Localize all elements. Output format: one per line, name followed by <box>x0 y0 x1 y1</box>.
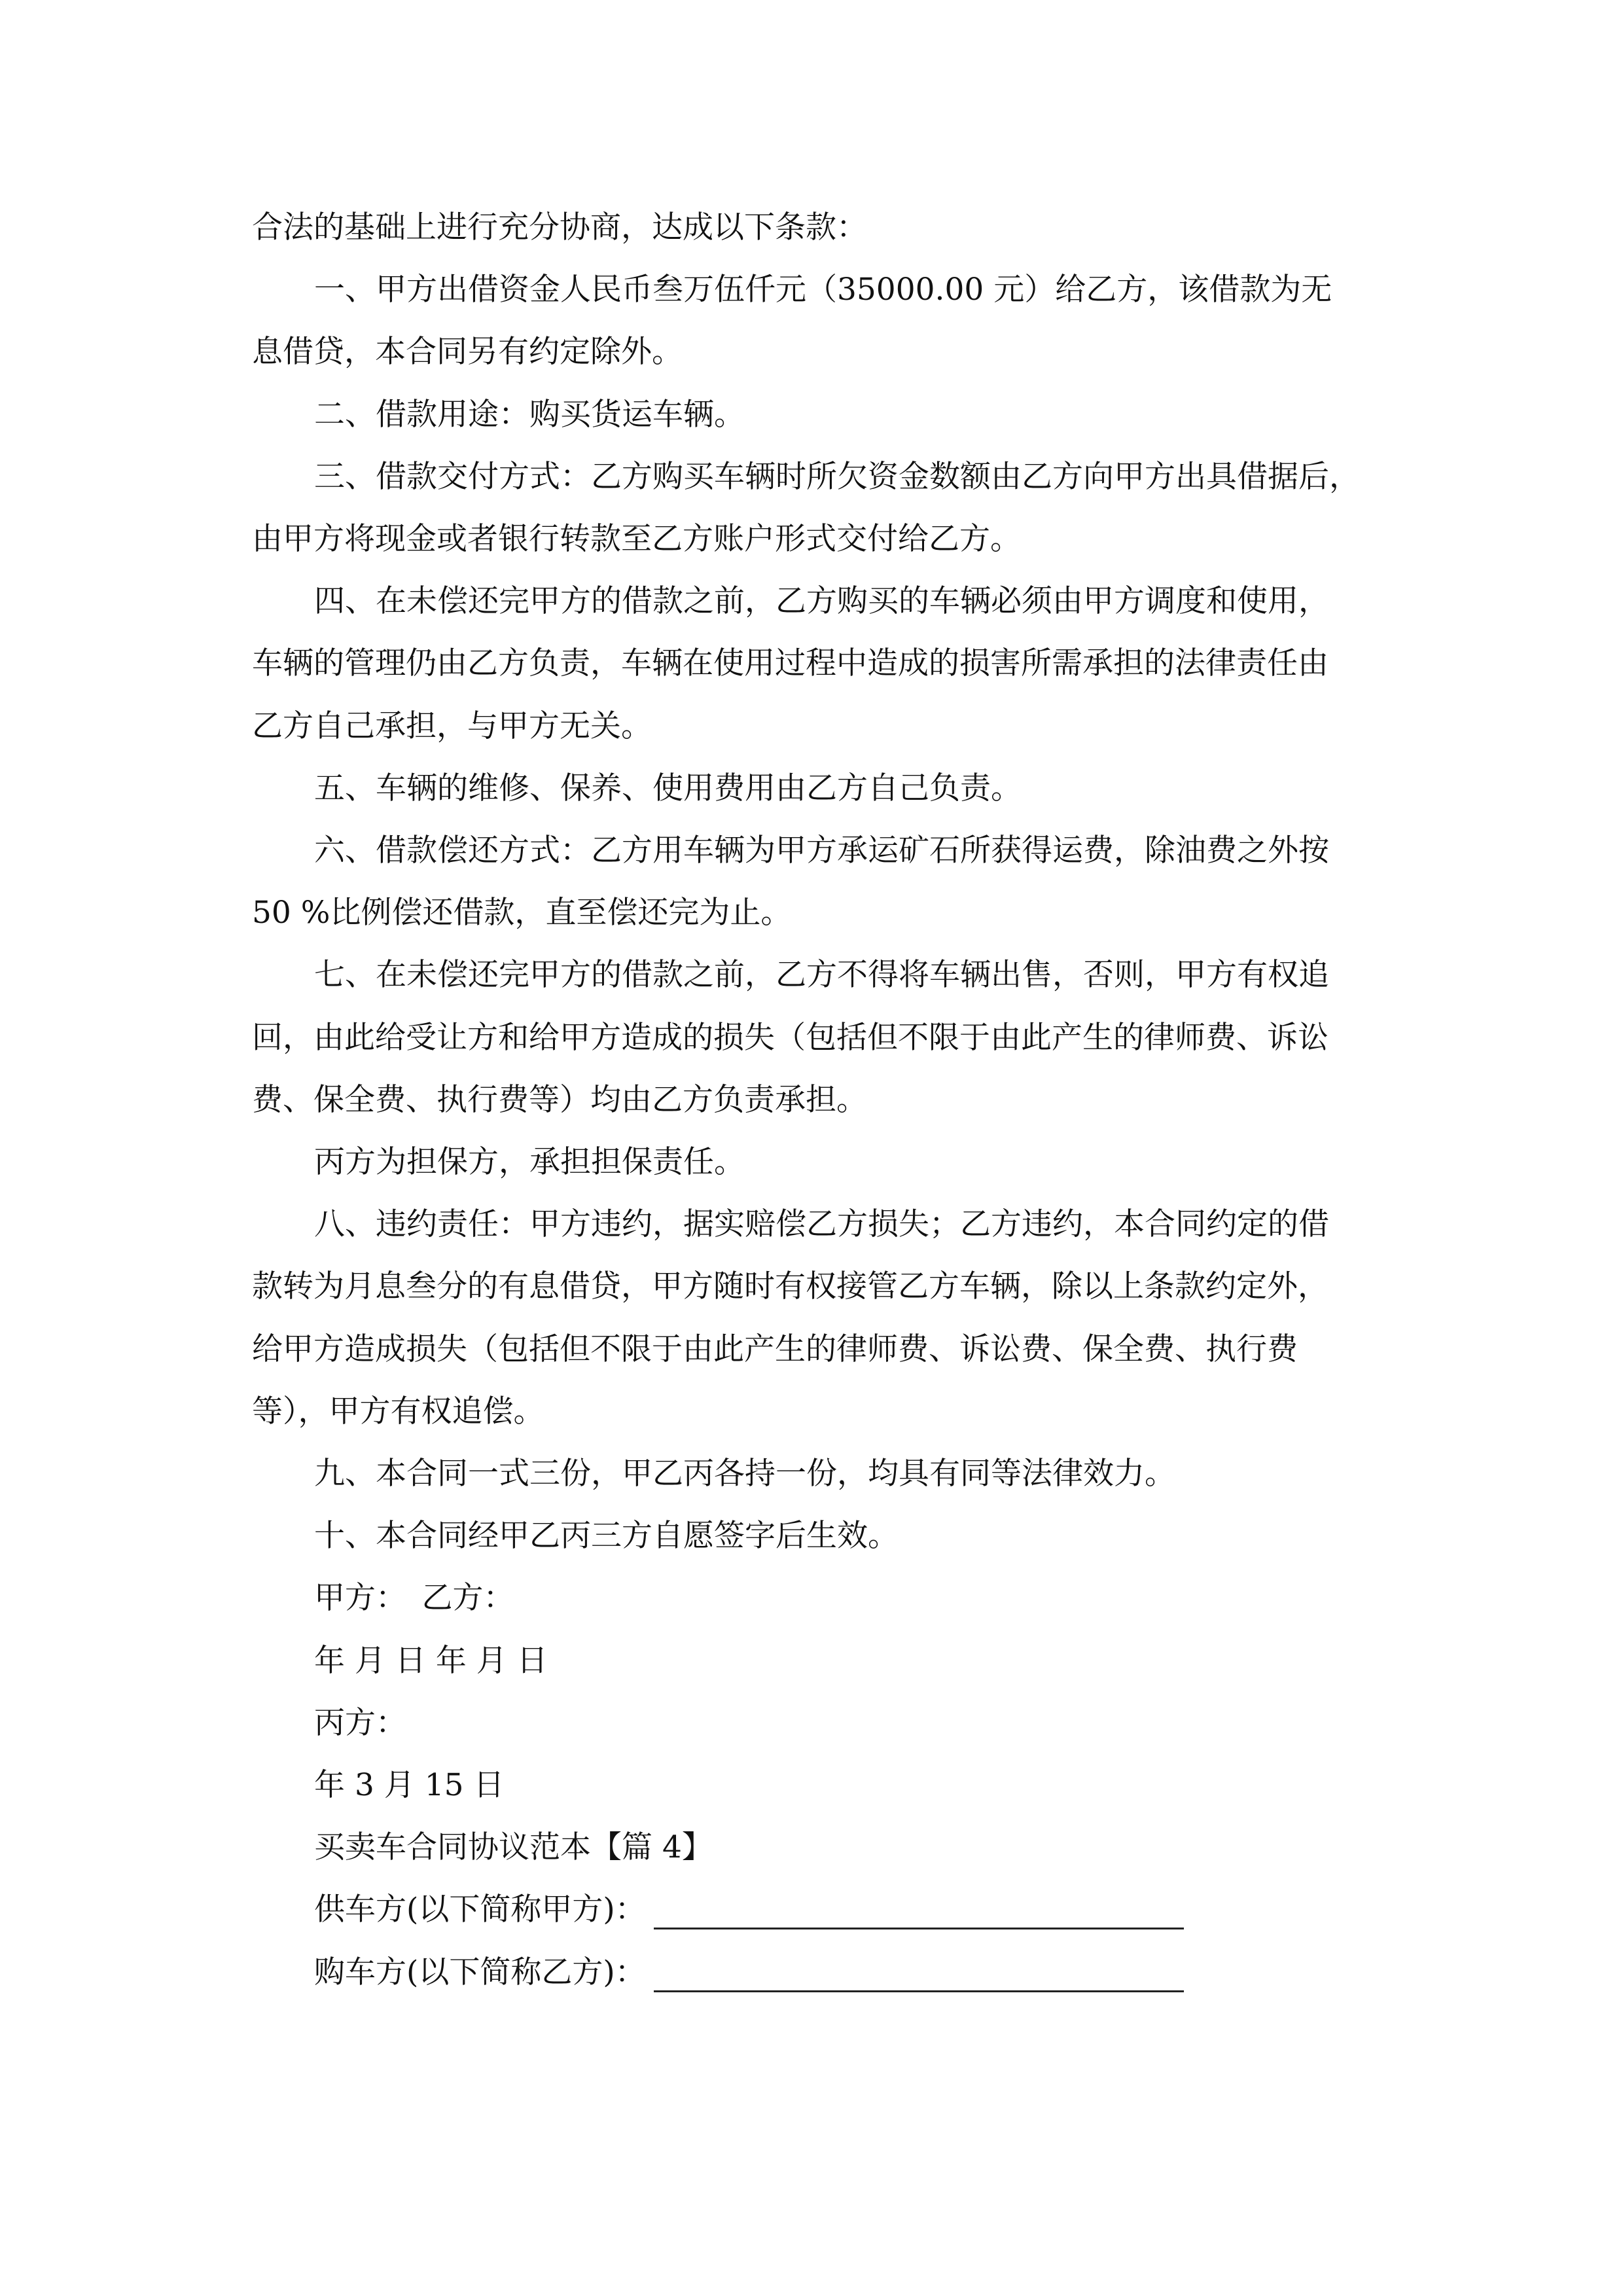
clause-8-line-2: 款转为月息叁分的有息借贷，甲方随时有权接管乙方车辆，除以上条款约定外， <box>252 1268 1329 1304</box>
clause-6-line-2: 50 %比例偿还借款，直至偿还完为止。 <box>252 895 792 931</box>
clause-4-line-2: 车辆的管理仍由乙方负责，车辆在使用过程中造成的损害所需承担的法律责任由 <box>252 645 1329 681</box>
clause-7-line-1: 七、在未偿还完甲方的借款之前，乙方不得将车辆出售，否则，甲方有权追 <box>314 957 1329 993</box>
clause-7-line-2: 回，由此给受让方和给甲方造成的损失（包括但不限于由此产生的律师费、诉讼 <box>252 1020 1329 1056</box>
clause-10: 十、本合同经甲乙丙三方自愿签字后生效。 <box>314 1518 899 1554</box>
signature-date-c: 年 3 月 15 日 <box>314 1767 505 1803</box>
clause-5: 五、车辆的维修、保养、使用费用由乙方自己负责。 <box>314 770 1022 806</box>
clause-4-line-1: 四、在未偿还完甲方的借款之前，乙方购买的车辆必须由甲方调度和使用， <box>314 583 1329 619</box>
supplier-line <box>314 1890 1453 1929</box>
buyer-label: 购车方(以下简称乙方)： <box>314 1954 646 1990</box>
buyer-line <box>314 1953 1453 1992</box>
clause-2: 二、借款用途：购买货运车辆。 <box>314 397 745 433</box>
clause-3-line-1: 三、借款交付方式：乙方购买车辆时所欠资金数额由乙方向甲方出具借据后， <box>314 459 1360 495</box>
clause-6-line-1: 六、借款偿还方式：乙方用车辆为甲方承运矿石所获得运费，除油费之外按 <box>314 833 1329 869</box>
clause-9: 九、本合同一式三份，甲乙丙各持一份，均具有同等法律效力。 <box>314 1456 1175 1492</box>
guarantor-clause: 丙方为担保方，承担担保责任。 <box>314 1144 745 1180</box>
clause-8-line-3: 给甲方造成损失（包括但不限于由此产生的律师费、诉讼费、保全费、执行费 <box>252 1331 1298 1367</box>
text-line: 合法的基础上进行充分协商，达成以下条款： <box>252 209 867 245</box>
clause-1-line-1: 一、甲方出借资金人民币叁万伍仟元（35000.00 元）给乙方，该借款为无 <box>314 272 1332 308</box>
clause-4-line-3: 乙方自己承担，与甲方无关。 <box>252 708 652 744</box>
supplier-label: 供车方(以下简称甲方)： <box>314 1892 646 1928</box>
section-heading: 买卖车合同协议范本【篇 4】 <box>314 1829 713 1865</box>
clause-1-line-2: 息借贷，本合同另有约定除外。 <box>252 334 683 370</box>
clause-8-line-1: 八、违约责任：甲方违约，据实赔偿乙方损失；乙方违约，本合同约定的借 <box>314 1206 1329 1242</box>
clause-7-line-3: 费、保全费、执行费等）均由乙方负责承担。 <box>252 1082 867 1118</box>
signature-dates: 年 月 日 年 月 日 <box>314 1643 548 1679</box>
signature-parties: 甲方： 乙方： <box>314 1580 514 1616</box>
clause-8-line-4: 等），甲方有权追偿。 <box>252 1393 544 1429</box>
supplier-blank <box>654 1899 1184 1929</box>
clause-3-line-2: 由甲方将现金或者银行转款至乙方账户形式交付给乙方。 <box>252 521 1021 557</box>
buyer-blank <box>654 1962 1184 1992</box>
signature-party-c: 丙方： <box>314 1705 406 1741</box>
